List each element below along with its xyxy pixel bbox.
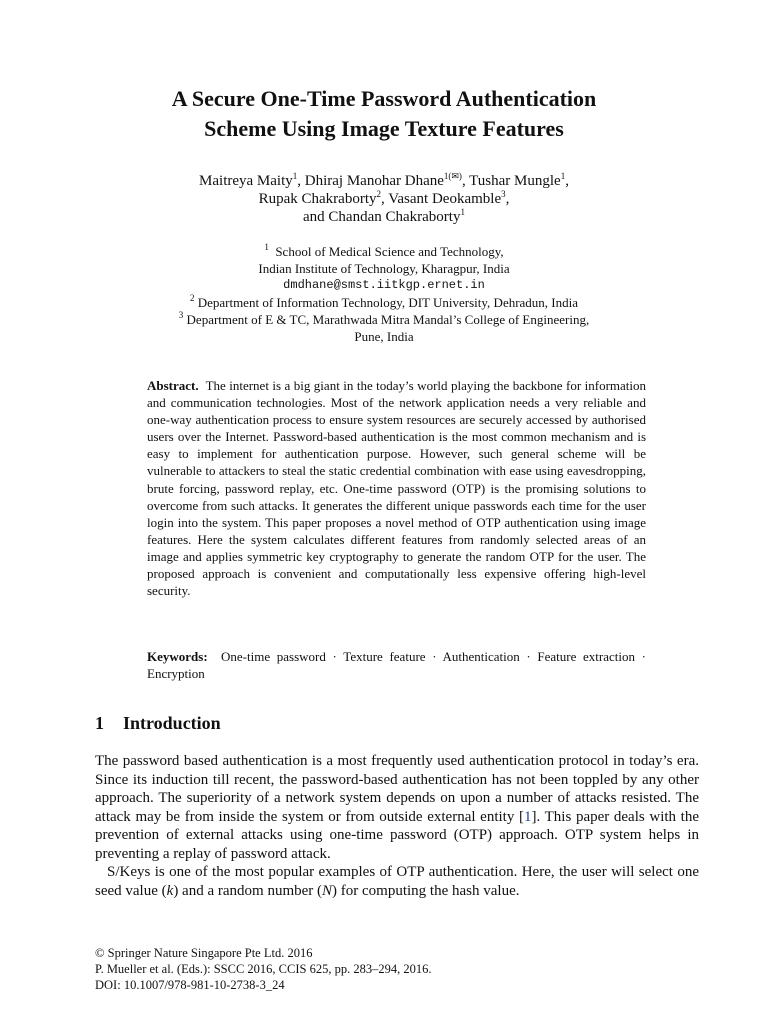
affiliation-3-line-2: Pune, India	[354, 329, 414, 344]
body-text	[95, 752, 699, 900]
author-name: Tushar Mungle	[469, 173, 561, 189]
author-affil-mark: 3	[501, 189, 506, 199]
author-email: dmdhane@smst.iitkgp.ernet.in	[283, 278, 485, 292]
affiliations	[60, 243, 708, 345]
affiliation-1-line-2: Indian Institute of Technology, Kharagpur, India	[258, 261, 510, 276]
title-line-2: Scheme Using Image Texture Features	[204, 116, 564, 141]
affiliation-2: $^2$ Department of Information Technology, DIT University, Dehradun, India	[189, 293, 579, 310]
paper-title	[60, 84, 708, 144]
keywords	[147, 648, 646, 682]
abstract	[147, 377, 646, 599]
section-number: 1	[95, 713, 104, 733]
paragraph: The password based authentication is a most frequently used authentication protocol in today’s era. Since its induction till recent, the password-based authentication has not been toppled by any other approach. The superiority of a network system depends on upon a number of attacks resisted. The attack may be from inside the system or from outside external entity [1]. This paper deals with the prevention of external attacks using one-time password (OTP) approach. OTP system helps in preventing a replay of password attack.	[95, 753, 700, 862]
author-affil-mark: 2	[376, 189, 381, 199]
section-title: Introduction	[123, 713, 221, 733]
doi-line: DOI: 10.1007/978-981-10-2738-3_24	[95, 978, 285, 992]
affiliation-1-line-1: $^1$ School of Medical Science and Technology,	[264, 242, 504, 259]
paragraph: S/Keys is one of the most popular examples of OTP authentication. Here, the user will select one seed value (k) and a random number (N) for computing the hash value.	[95, 864, 699, 899]
corresponding-author-mark: 1(✉)	[443, 171, 462, 181]
author-affil-mark: 1	[560, 171, 566, 181]
author-affil-mark: 1	[460, 207, 465, 217]
author-list	[60, 172, 708, 226]
author-affil-mark: 1	[292, 171, 298, 181]
citation-link[interactable]: 1	[524, 808, 532, 825]
citation-line: P. Mueller et al. (Eds.): SSCC 2016, CCIS 625, pp. 283–294, 2016.	[95, 962, 432, 976]
copyright-line: © Springer Nature Singapore Pte Ltd. 2016	[95, 946, 313, 960]
keywords-text: One-time password · Texture feature · Authentication · Feature extraction · Encryption	[147, 649, 646, 681]
abstract-text: The internet is a big giant in the today’s world playing the backbone for information and communication technologies. Most of the network application needs a very reliable and one-way authentication process to ensure system resources are securely accessed by authorised users over the Internet. Password-based authentication is the most common mechanism and is easy to implement for authentication purpose. However, such general scheme will be vulnerable to attackers to steal the static credential combination with ease using eavesdropping, brute forcing, password replay, etc. One-time password (OTP) is the promising solutions to overcome from such attacks. It generates the different unique passwords each time for the user login into the system. This paper proposes a novel method of OTP authentication using image features. Here the system calculates different features from randomly selected areas of an image and applies symmetric key cryptography to generate the random OTP for the user. The proposed approach is convenient and computationally less expensive offering high-level security.	[147, 378, 647, 599]
author-name: and Chandan Chakraborty	[303, 209, 461, 225]
copyright-footer	[95, 945, 431, 993]
author-name: Rupak Chakraborty	[258, 191, 377, 207]
abstract-label: Abstract.	[147, 378, 199, 393]
author-name: Maitreya Maity	[199, 173, 293, 189]
keywords-label: Keywords:	[147, 649, 208, 664]
section-heading	[95, 711, 221, 735]
author-line-1: Maitreya Maity$^1$, Dhiraj Manohar Dhane$^{1(✉)}$, Tushar Mungle$^1$,	[199, 171, 569, 189]
author-name: Vasant Deokamble	[388, 191, 502, 207]
author-line-2: Rupak Chakraborty$^2$, Vasant Deokamble$^3$,	[258, 189, 510, 207]
title-line-1: A Secure One-Time Password Authentication	[171, 86, 597, 111]
author-name: Dhiraj Manohar Dhane	[304, 173, 444, 189]
affiliation-3-line-1: $^3$ Department of E & TC, Marathwada Mitra Mandal’s College of Engineering,	[178, 310, 590, 327]
author-line-3	[60, 208, 708, 226]
